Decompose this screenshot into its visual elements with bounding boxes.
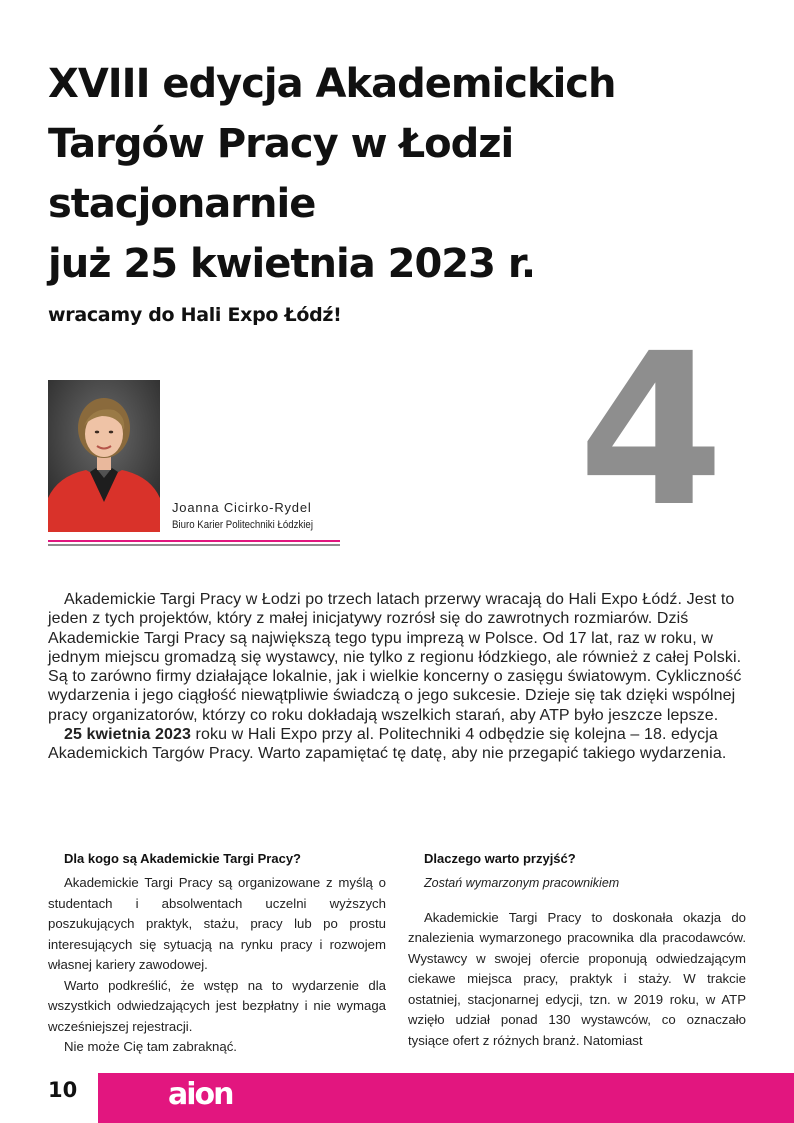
title-line: już 25 kwietnia 2023 r.	[48, 241, 536, 287]
author-portrait-image	[48, 380, 160, 532]
author-organization: Biuro Karier Politechniki Łódzkiej	[172, 519, 313, 531]
divider-pink	[48, 540, 340, 542]
intro-paragraph-rest: roku w Hali Expo przy al. Politechniki 4 odbędzie się kolejna – 18. edycja Akademickich Targów Pracy. Warto zapamiętać tę datę, aby nie przegapić takiego wydarzenia.	[48, 726, 727, 763]
right-column-paragraph: Akademickie Targi Pracy to doskonała okazja do znalezienia wymarzonego pracownika dla pracodawców. Wystawcy w swojej ofercie proponują odwiedzającym ciekawe miejsca pracy, praktyk i staży. W trakcie ostatniej, stacjonarnej edycji, tzn. w 2019 roku, w ATP wzięło udział ponad 130 wystawców, co oznaczało tysiące ofert z różnych branż. Natomiast	[408, 909, 746, 1048]
left-column-paragraph: Warto podkreślić, że wstęp na to wydarzenie dla wszystkich odwiedzających jest bezpłatny i nie wymaga wcześniejszej rejestracji.	[48, 977, 386, 1034]
left-column-heading: Dla kogo są Akademickie Targi Pracy?	[64, 851, 301, 866]
footer-bar	[98, 1073, 794, 1123]
intro-date-bold: 25 kwietnia 2023	[64, 726, 192, 744]
article-title	[48, 54, 768, 294]
divider-gray	[48, 544, 340, 546]
author-photo	[48, 380, 160, 532]
page-number: 10	[48, 1078, 78, 1102]
big-number: 4	[578, 308, 725, 553]
title-line: XVIII edycja Akademickich	[48, 61, 616, 107]
title-line: stacjonarnie	[48, 181, 316, 227]
intro-paragraph	[48, 725, 748, 764]
author-name: Joanna Cicirko-Rydel	[172, 500, 312, 515]
right-column-heading: Dlaczego warto przyjść?	[424, 851, 576, 866]
left-column-paragraph: Akademickie Targi Pracy są organizowane z myślą o studentach i absolwentach uczelni wyższych poszukujących praktyk, stażu, pracy lub po prostu interesujących się sytuacją na rynku pracy i rozwojem własnej kariery zawodowej.	[48, 875, 386, 972]
title-line: Targów Pracy w Łodzi	[48, 121, 514, 167]
aion-logo: aion	[168, 1077, 233, 1112]
right-column-lead: Zostań wymarzonym pracownikiem	[424, 876, 620, 890]
right-column	[408, 850, 746, 1051]
intro-text	[48, 590, 748, 764]
article-subtitle: wracamy do Hali Expo Łódź!	[48, 304, 342, 326]
left-column	[48, 850, 386, 1058]
left-column-paragraph: Nie może Cię tam zabraknąć.	[64, 1039, 237, 1054]
intro-paragraph: Akademickie Targi Pracy w Łodzi po trzech latach przerwy wracają do Hali Expo Łódź. Jest to jeden z tych projektów, który z małej inicjatywy rozrósł się do zawrotnych rozmiarów. Dziś Akademickie Targi Pracy są największą tego typu imprezą w Polsce. Od 17 lat, raz w roku, w jednym miejscu gromadzą się wystawcy, nie tylko z regionu łódzkiego, ale również z całej Polski. Są to zarówno firmy działające lokalnie, jak i wielkie koncerny o zasięgu światowym. Cykliczność wydarzenia i jego ciągłość niewątpliwie świadczą o jego sukcesie. Dzieje się tak dzięki wspólnej pracy organizatorów, którzy co roku dokładają wszelkich starań, aby ATP było jeszcze lepsze.	[48, 591, 742, 724]
